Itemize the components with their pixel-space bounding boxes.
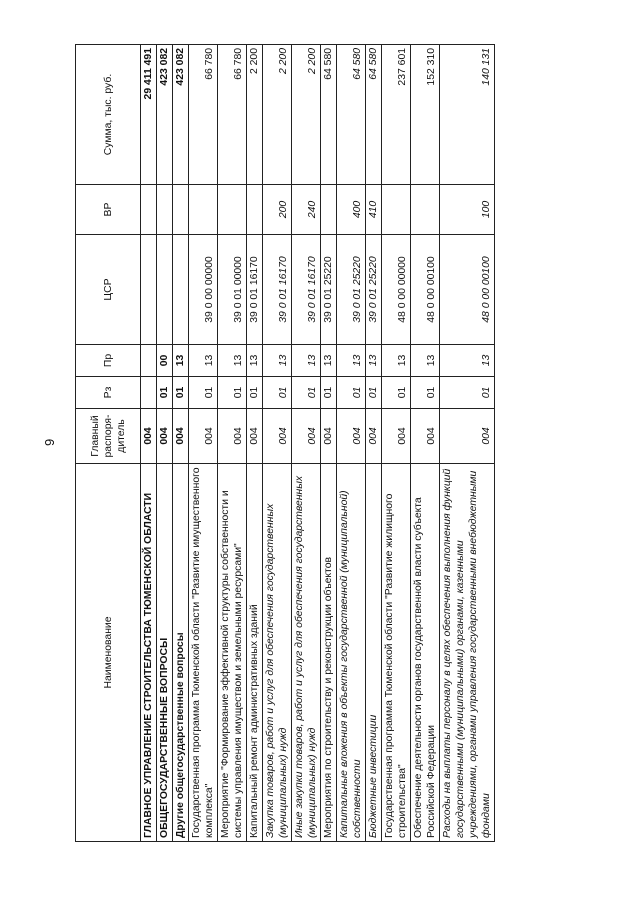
cell-rz: 01 bbox=[321, 377, 337, 409]
cell-pr: 13 bbox=[382, 345, 411, 377]
table-row bbox=[263, 45, 292, 842]
page-number: 9 bbox=[42, 438, 57, 446]
cell-pr: 13 bbox=[189, 345, 218, 377]
cell-vr bbox=[411, 185, 440, 235]
cell-sum: 29 411 491 bbox=[141, 45, 157, 185]
cell-vr bbox=[321, 185, 337, 235]
cell-pr: 13 bbox=[321, 345, 337, 377]
cell-rz: 01 bbox=[247, 377, 263, 409]
header-pr: Пр bbox=[76, 345, 141, 377]
cell-pr: 13 bbox=[173, 345, 189, 377]
cell-vr bbox=[141, 185, 157, 235]
cell-rz: 01 bbox=[337, 377, 366, 409]
cell-vr bbox=[382, 185, 411, 235]
cell-vr bbox=[189, 185, 218, 235]
cell-grbs: 004 bbox=[440, 409, 495, 464]
table-row bbox=[218, 45, 247, 842]
table-row bbox=[189, 45, 218, 842]
cell-sum: 2 200 bbox=[292, 45, 321, 185]
cell-vr: 100 bbox=[440, 185, 495, 235]
header-grbs: Главный распоря-дитель bbox=[76, 409, 141, 464]
cell-name: ГЛАВНОЕ УПРАВЛЕНИЕ СТРОИТЕЛЬСТВА ТЮМЕНСКОЙ ОБЛАСТИ bbox=[141, 464, 157, 842]
cell-grbs: 004 bbox=[382, 409, 411, 464]
cell-sum: 64 580 bbox=[321, 45, 337, 185]
cell-pr: 13 bbox=[263, 345, 292, 377]
table-row bbox=[321, 45, 337, 842]
cell-vr: 200 bbox=[263, 185, 292, 235]
cell-sum: 423 082 bbox=[157, 45, 173, 185]
cell-sum: 64 580 bbox=[337, 45, 366, 185]
cell-sum: 66 780 bbox=[189, 45, 218, 185]
table-row bbox=[411, 45, 440, 842]
cell-vr: 410 bbox=[366, 185, 382, 235]
cell-rz bbox=[141, 377, 157, 409]
cell-name: Мероприятие "Формирование эффективной структуры собственности и системы управления имуществом и земельными ресурсами" bbox=[218, 464, 247, 842]
budget-table bbox=[75, 44, 495, 842]
cell-csr: 39 0 01 25220 bbox=[321, 235, 337, 345]
cell-grbs: 004 bbox=[366, 409, 382, 464]
cell-grbs: 004 bbox=[263, 409, 292, 464]
cell-grbs: 004 bbox=[292, 409, 321, 464]
cell-csr: 48 0 00 00100 bbox=[440, 235, 495, 345]
cell-sum: 64 580 bbox=[366, 45, 382, 185]
cell-name: Капитальные вложения в объекты государственной (муниципальной) собственности bbox=[337, 464, 366, 842]
cell-vr bbox=[157, 185, 173, 235]
cell-rz: 01 bbox=[292, 377, 321, 409]
header-vr: ВР bbox=[76, 185, 141, 235]
cell-grbs: 004 bbox=[247, 409, 263, 464]
cell-pr: 00 bbox=[157, 345, 173, 377]
cell-sum: 152 310 bbox=[411, 45, 440, 185]
cell-name: Обеспечение деятельности органов государственной власти субъекта Российской Федерации bbox=[411, 464, 440, 842]
cell-rz: 01 bbox=[157, 377, 173, 409]
cell-csr: 39 0 01 16170 bbox=[247, 235, 263, 345]
cell-name: Бюджетные инвестиции bbox=[366, 464, 382, 842]
cell-name: Расходы на выплаты персоналу в целях обеспечения выполнения функций государственными (муниципальными) органами, казенными учреждениями, органами управления государственными внебюджетными фондами bbox=[440, 464, 495, 842]
cell-pr: 13 bbox=[292, 345, 321, 377]
cell-vr bbox=[247, 185, 263, 235]
cell-rz: 01 bbox=[382, 377, 411, 409]
cell-rz: 01 bbox=[366, 377, 382, 409]
cell-csr bbox=[157, 235, 173, 345]
cell-csr: 39 0 01 00000 bbox=[218, 235, 247, 345]
cell-csr: 48 0 00 00000 bbox=[382, 235, 411, 345]
table-row bbox=[440, 45, 495, 842]
cell-sum: 423 082 bbox=[173, 45, 189, 185]
header-name: Наименование bbox=[76, 464, 141, 842]
cell-sum: 140 131 bbox=[440, 45, 495, 185]
cell-vr: 400 bbox=[337, 185, 366, 235]
cell-rz: 01 bbox=[411, 377, 440, 409]
table-row bbox=[141, 45, 157, 842]
cell-sum: 237 601 bbox=[382, 45, 411, 185]
cell-sum: 2 200 bbox=[263, 45, 292, 185]
cell-csr bbox=[173, 235, 189, 345]
cell-name: Государственная программа Тюменской области "Развитие жилищного строительства" bbox=[382, 464, 411, 842]
cell-sum: 2 200 bbox=[247, 45, 263, 185]
table-row bbox=[382, 45, 411, 842]
cell-rz: 01 bbox=[189, 377, 218, 409]
table-header-row bbox=[76, 45, 141, 842]
header-sum: Сумма, тыс. руб. bbox=[76, 45, 141, 185]
cell-name: Иные закупки товаров, работ и услуг для обеспечения государственных (муниципальных) нужд bbox=[292, 464, 321, 842]
cell-name: ОБЩЕГОСУДАРСТВЕННЫЕ ВОПРОСЫ bbox=[157, 464, 173, 842]
cell-pr: 13 bbox=[218, 345, 247, 377]
cell-csr: 39 0 01 25220 bbox=[366, 235, 382, 345]
cell-pr: 13 bbox=[366, 345, 382, 377]
table-row bbox=[157, 45, 173, 842]
cell-vr bbox=[218, 185, 247, 235]
cell-name: Мероприятия по строительству и реконструкции объектов bbox=[321, 464, 337, 842]
cell-vr bbox=[173, 185, 189, 235]
cell-name: Государственная программа Тюменской области "Развитие имущественного комплекса" bbox=[189, 464, 218, 842]
cell-pr: 13 bbox=[337, 345, 366, 377]
header-rz: Рз bbox=[76, 377, 141, 409]
cell-grbs: 004 bbox=[337, 409, 366, 464]
table-row bbox=[366, 45, 382, 842]
cell-csr: 39 0 01 16170 bbox=[292, 235, 321, 345]
cell-grbs: 004 bbox=[173, 409, 189, 464]
cell-grbs: 004 bbox=[218, 409, 247, 464]
rotated-table-container bbox=[75, 45, 565, 842]
cell-rz: 01 bbox=[173, 377, 189, 409]
table-row bbox=[337, 45, 366, 842]
cell-rz: 01 bbox=[218, 377, 247, 409]
cell-csr: 39 0 00 00000 bbox=[189, 235, 218, 345]
cell-csr bbox=[141, 235, 157, 345]
cell-grbs: 004 bbox=[411, 409, 440, 464]
cell-vr: 240 bbox=[292, 185, 321, 235]
table-body bbox=[141, 45, 495, 842]
cell-csr: 39 0 01 16170 bbox=[263, 235, 292, 345]
cell-pr bbox=[141, 345, 157, 377]
cell-name: Закупка товаров, работ и услуг для обеспечения государственных (муниципальных) нужд bbox=[263, 464, 292, 842]
cell-name: Другие общегосударственные вопросы bbox=[173, 464, 189, 842]
cell-sum: 66 780 bbox=[218, 45, 247, 185]
cell-pr: 13 bbox=[411, 345, 440, 377]
cell-pr: 13 bbox=[247, 345, 263, 377]
cell-rz: 01 bbox=[440, 377, 495, 409]
cell-rz: 01 bbox=[263, 377, 292, 409]
header-csr: ЦСР bbox=[76, 235, 141, 345]
cell-pr: 13 bbox=[440, 345, 495, 377]
table-row bbox=[292, 45, 321, 842]
cell-csr: 39 0 01 25220 bbox=[337, 235, 366, 345]
cell-name: Капитальный ремонт административных зданий bbox=[247, 464, 263, 842]
cell-grbs: 004 bbox=[141, 409, 157, 464]
cell-grbs: 004 bbox=[189, 409, 218, 464]
cell-grbs: 004 bbox=[157, 409, 173, 464]
table-row bbox=[173, 45, 189, 842]
cell-grbs: 004 bbox=[321, 409, 337, 464]
cell-csr: 48 0 00 00100 bbox=[411, 235, 440, 345]
table-row bbox=[247, 45, 263, 842]
